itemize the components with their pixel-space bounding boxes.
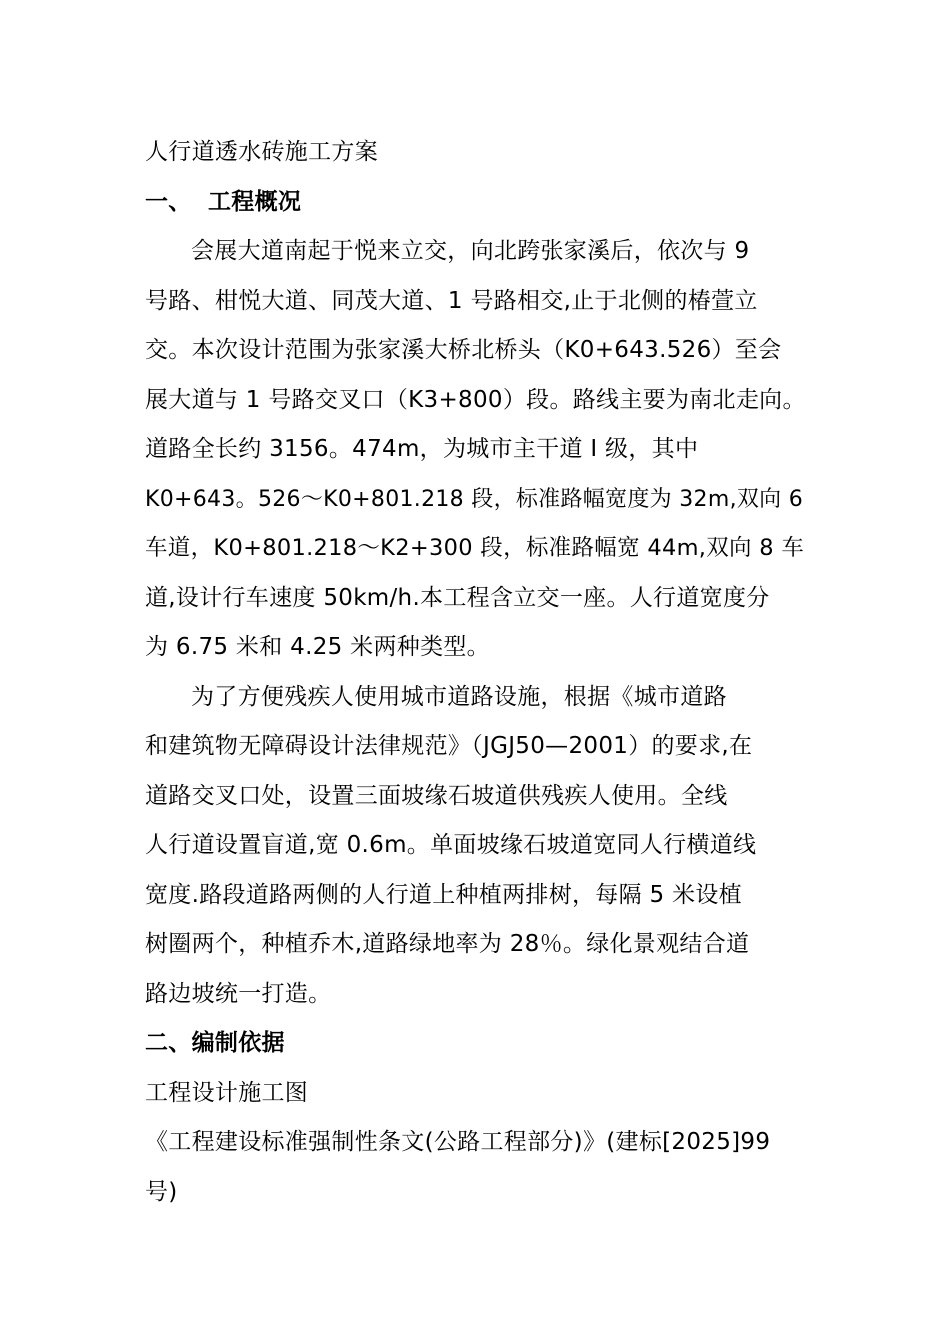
paragraph-line: 道,设计行车速度 50km/h.本工程含立交一座。人行道宽度分 <box>145 584 770 611</box>
section-title: 工程概况 <box>208 188 302 215</box>
reference-line: 工程设计施工图 <box>145 1079 309 1106</box>
paragraph-line: 路边坡统一打造。 <box>145 980 332 1007</box>
document-body <box>145 128 810 1217</box>
paragraph-line: 和建筑物无障碍设计法律规范》（JGJ50—2001）的要求,在 <box>145 733 753 759</box>
paragraph-line: 树圈两个，种植乔木,道路绿地率为 28％。绿化景观结合道 <box>145 931 750 957</box>
paragraph-line: 为了方便残疾人使用城市道路设施，根据《城市道路 <box>191 683 727 710</box>
paragraph-line: 号路、柑悦大道、同茂大道、1 号路相交,止于北侧的椿萱立 <box>145 287 758 314</box>
paragraph-line: 会展大道南起于悦来立交，向北跨张家溪后，依次与 9 <box>191 238 750 264</box>
paragraph-line: 人行道设置盲道,宽 0.6m。单面坡缘石坡道宽同人行横道线 <box>145 832 757 858</box>
paragraph-line: 车道，K0+801.218～K2+300 段，标准路幅宽 44m,双向 8 车 <box>145 535 805 561</box>
paragraph-line: 道路交叉口处，设置三面坡缘石坡道供残疾人使用。全线 <box>145 782 728 809</box>
reference-line: 号) <box>145 1178 178 1205</box>
paragraph-line: 宽度.路段道路两侧的人行道上种植两排树，每隔 5 米设植 <box>145 881 742 908</box>
section-number: 一、 <box>145 188 192 215</box>
document-title: 人行道透水砖施工方案 <box>145 139 378 165</box>
reference-line: 《工程建设标准强制性条文(公路工程部分)》(建标[2025]99 <box>145 1129 771 1155</box>
section-heading-basis: 二、编制依据 <box>145 1030 285 1056</box>
paragraph-line: 交。本次设计范围为张家溪大桥北桥头（K0+643.526）至会 <box>145 337 782 363</box>
paragraph-line: K0+643。526～K0+801.218 段，标准路幅宽度为 32m,双向 6 <box>145 486 804 512</box>
paragraph-line: 展大道与 1 号路交叉口（K3+800）段。路线主要为南北走向。 <box>145 386 806 413</box>
section-heading-overview <box>145 178 810 228</box>
paragraph-line: 为 6.75 米和 4.25 米两种类型。 <box>145 634 490 660</box>
paragraph-line: 道路全长约 3156。474m，为城市主干道 I 级，其中 <box>145 436 699 462</box>
